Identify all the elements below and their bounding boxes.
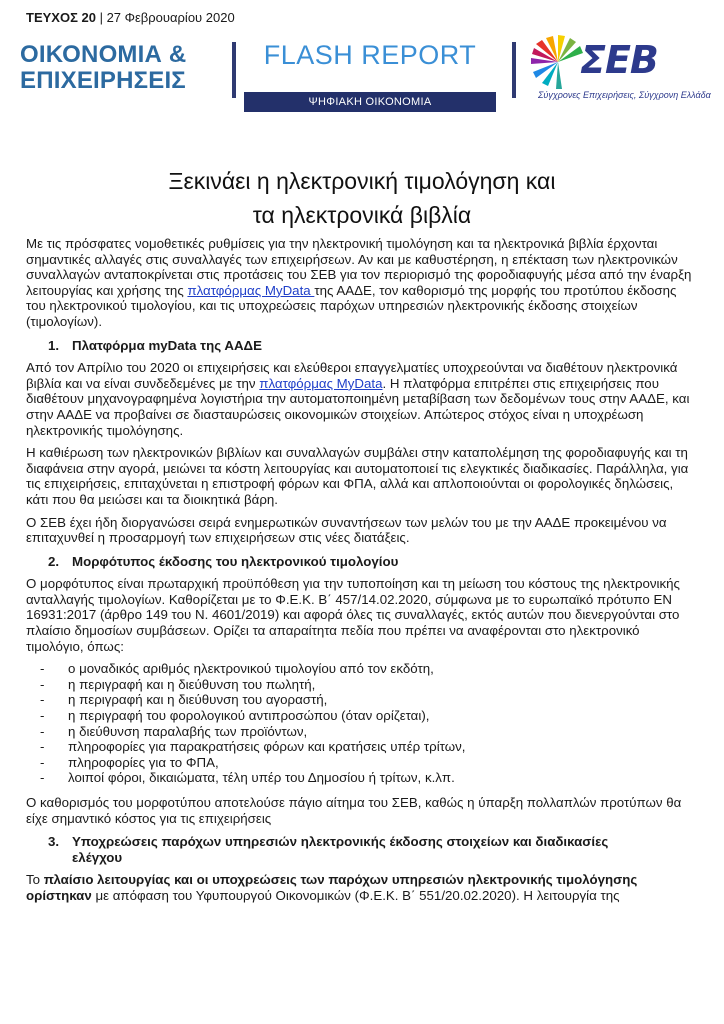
issue-number: ΤΕΥΧΟΣ 20 xyxy=(26,10,96,25)
section2-paragraph-2: Ο καθορισμός του μορφοτύπου αποτελούσε πάγιο αίτημα του ΣΕΒ, καθώς η ύπαρξη πολλαπλών προτύπων θα είχε σημαντικό κόστος για τις επιχειρήσεις xyxy=(26,795,682,826)
issue-info xyxy=(26,10,235,25)
section-heading-3: 3. Υποχρεώσεις παρόχων υπηρεσιών ηλεκτρονικής έκδοσης στοιχείων και διαδικασίες ελέγχου xyxy=(48,834,609,865)
header-divider-left xyxy=(232,42,236,98)
intro-paragraph: Με τις πρόσφατες νομοθετικές ρυθμίσεις για την ηλεκτρονική τιμολόγηση και τα ηλεκτρονικά βιβλία έρχονται σημαντικές αλλαγές στις συναλλαγές των επιχειρήσεων. Αν και με καθυστέρηση, η επέκταση των ηλεκτρονικών συναλλαγών ανταποκρίνεται στις προτάσεις του ΣΕΒ για τον περιορισμό της φοροδιαφυγής μέσα από την έναρξη λειτουργίας και χρήσης της πλατφόρμας MyData της ΑΑΔΕ, τον καθορισμό της μορφής του προτύπου έκδοσης του ηλεκτρονικού τιμολογίου, και τις υποχρεώσεις παρόχων υπηρεσιών ηλεκτρονικής έκδοσης στοιχείων (τιμολογίων). xyxy=(26,236,692,329)
section3-paragraph-1: Το πλαίσιο λειτουργίας και οι υποχρεώσεις των παρόχων υπηρεσιών ηλεκτρονικής τιμολόγησης ορίστηκαν με απόφαση του Υφυπουργού Οικονομικών (Φ.Ε.Κ. Β΄ 551/20.02.2020). Η λειτουργία της xyxy=(26,872,638,903)
issue-separator: | xyxy=(95,10,107,25)
article-body xyxy=(26,236,698,911)
article-title-line2: τα ηλεκτρονικά βιβλία xyxy=(252,202,472,228)
seb-logo-wordmark: ΣΕΒ xyxy=(580,38,658,82)
seb-logo-icon xyxy=(528,34,588,90)
list-item: - η περιγραφή του φορολογικού αντιπροσώπου (όταν ορίζεται), xyxy=(40,708,430,724)
issue-date: 27 Φεβρουαρίου 2020 xyxy=(106,10,235,25)
list-item: - πληροφορίες για το ΦΠΑ, xyxy=(40,754,219,770)
invoice-fields-list xyxy=(26,661,698,786)
section2-paragraph-1: Ο μορφότυπος είναι πρωταρχική προϋπόθεση για την τυποποίηση και τη μείωση του κόστους της ηλεκτρονικής ανταλλαγής τιμολογίων. Καθορίζεται με το Φ.Ε.Κ. Β΄ 457/14.02.2020, σύμφωνα με το ευρωπαϊκό πρότυπο EN 16931:2017 (άρθρο 149 του Ν. 4601/2019) και αφορά όλες τις συναλλαγές, εκτός αυτών που διενεργούνται στο πλαίσιο δημοσίων συμβάσεων. Ορίζει τα απαραίτητα πεδία που πρέπει να αναφέρονται στο ηλεκτρονικό τιμολόγιο, όπως: xyxy=(26,576,680,654)
article-title xyxy=(40,164,684,232)
section1-paragraph-2: Η καθιέρωση των ηλεκτρονικών βιβλίων και συναλλαγών συμβάλει στην καταπολέμηση της φοροδιαφυγής και τη διαφάνεια στην αγορά, μειώνει τα κόστη λειτουργίας και αυτοματοποιεί τις ελεγκτικές διαδικασίες. Παράλληλα, για τις επιχειρήσεις, επιταχύνεται η επιστροφή φόρων και ΦΠΑ, αλλά και απλοποιούνται οι φορολογικές δηλώσεις, κάτι που θα μειώσει και τα διοικητικά βάρη. xyxy=(26,445,689,507)
list-item: - λοιποί φόροι, δικαιώματα, τέλη υπέρ του Δημοσίου ή τρίτων, κ.λπ. xyxy=(40,770,455,786)
list-item: - η διεύθυνση παραλαβής των προϊόντων, xyxy=(40,723,308,739)
list-item: - η περιγραφή και η διεύθυνση του αγοραστή, xyxy=(40,692,328,708)
publication-title xyxy=(20,42,230,94)
section1-paragraph-3: Ο ΣΕΒ έχει ήδη διοργανώσει σειρά ενημερωτικών συναντήσεων των μελών του με την ΑΑΔΕ προκειμένου να επιταχυνθεί η προσαρμογή των επιχειρήσεων στις νέες διατάξεις. xyxy=(26,514,667,546)
seb-logo-tagline: Σύγχρονες Επιχειρήσεις, Σύγχρονη Ελλάδα xyxy=(538,90,711,100)
section-badge: ΨΗΦΙΑΚΗ ΟΙΚΟΝΟΜΙΑ xyxy=(244,92,496,112)
mydata-platform-link[interactable]: πλατφόρμας MyData xyxy=(259,375,383,391)
section-heading-1: 1. Πλατφόρμα myData της ΑΑΔΕ xyxy=(48,337,262,353)
list-item: - πληροφορίες για παρακρατήσεις φόρων και κρατήσεις υπέρ τρίτων, xyxy=(40,739,466,755)
article-title-line1: Ξεκινάει η ηλεκτρονική τιμολόγηση και xyxy=(168,168,556,194)
publication-title-line1: ΟΙΚΟΝΟΜΙΑ & xyxy=(20,41,187,68)
publication-title-line2: ΕΠΙΧΕΙΡΗΣΕΙΣ xyxy=(20,67,186,94)
list-item: - ο μοναδικός αριθμός ηλεκτρονικού τιμολογίου από τον εκδότη, xyxy=(40,661,434,677)
header-divider-right xyxy=(512,42,516,98)
seb-logo xyxy=(528,34,711,104)
section1-paragraph-1: Από τον Απρίλιο του 2020 οι επιχειρήσεις και ελεύθεροι επαγγελματίες υποχρεούνται να διαθέτουν ηλεκτρονικά βιβλία και να είναι συνδεδεμένες με την πλατφόρμας MyData. Η πλατφόρμα επιτρέπει στις επιχειρήσεις που διαθέτουν μηχανογραφημένα λογιστήρια την αυτοματοποιημένη μεταβίβαση των δεδομένων τους στην ΑΑΔΕ, και στην ΑΑΔΕ να προβαίνει σε διασταυρώσεις οικονομικών στοιχείων. Απώτερος στόχος είναι η υποχρέωση ηλεκτρονικής τιμολόγησης. xyxy=(26,360,690,438)
mydata-link[interactable]: πλατφόρμας MyData xyxy=(187,282,315,298)
flash-report-title: FLASH REPORT xyxy=(263,40,477,70)
section-heading-2: 2. Μορφότυπος έκδοσης του ηλεκτρονικού τιμολογίου xyxy=(48,553,399,569)
list-item: - η περιγραφή και η διεύθυνση του πωλητή, xyxy=(40,676,316,692)
